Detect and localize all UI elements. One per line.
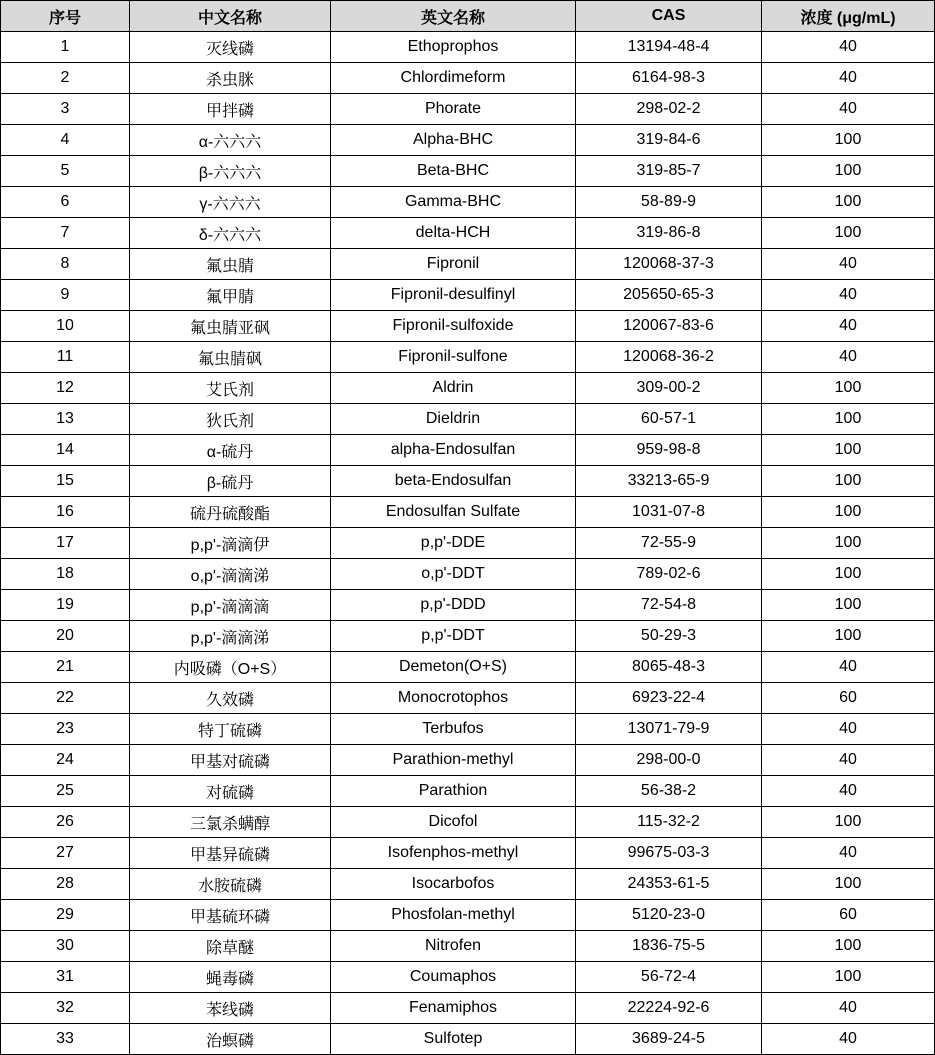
cell-concentration: 60 bbox=[762, 683, 935, 714]
cell-cas: 205650-65-3 bbox=[576, 280, 762, 311]
cell-english-name: p,p'-DDE bbox=[331, 528, 576, 559]
cell-index: 9 bbox=[1, 280, 130, 311]
cell-index: 27 bbox=[1, 838, 130, 869]
table-row bbox=[1, 590, 935, 621]
cell-index: 21 bbox=[1, 652, 130, 683]
cell-english-name: Demeton(O+S) bbox=[331, 652, 576, 683]
cell-cas: 1836-75-5 bbox=[576, 931, 762, 962]
cell-concentration: 100 bbox=[762, 559, 935, 590]
cell-english-name: Dieldrin bbox=[331, 404, 576, 435]
table-body bbox=[1, 32, 935, 1055]
cell-index: 6 bbox=[1, 187, 130, 218]
cell-english-name: Phosfolan-methyl bbox=[331, 900, 576, 931]
cell-chinese-name: α-硫丹 bbox=[130, 435, 331, 466]
cell-english-name: Fenamiphos bbox=[331, 993, 576, 1024]
cell-cas: 120067-83-6 bbox=[576, 311, 762, 342]
table-row bbox=[1, 63, 935, 94]
cell-cas: 319-86-8 bbox=[576, 218, 762, 249]
cell-concentration: 40 bbox=[762, 311, 935, 342]
cell-concentration: 100 bbox=[762, 497, 935, 528]
cell-index: 10 bbox=[1, 311, 130, 342]
cell-concentration: 40 bbox=[762, 714, 935, 745]
cell-index: 25 bbox=[1, 776, 130, 807]
cell-index: 5 bbox=[1, 156, 130, 187]
cell-concentration: 40 bbox=[762, 838, 935, 869]
cell-index: 7 bbox=[1, 218, 130, 249]
cell-chinese-name: 治螟磷 bbox=[130, 1024, 331, 1055]
cell-cas: 72-55-9 bbox=[576, 528, 762, 559]
cell-english-name: Isocarbofos bbox=[331, 869, 576, 900]
cell-cas: 789-02-6 bbox=[576, 559, 762, 590]
cell-chinese-name: 灭线磷 bbox=[130, 32, 331, 63]
cell-index: 16 bbox=[1, 497, 130, 528]
cell-chinese-name: 除草醚 bbox=[130, 931, 331, 962]
table-row bbox=[1, 621, 935, 652]
cell-index: 3 bbox=[1, 94, 130, 125]
header-cas: CAS bbox=[576, 1, 762, 32]
cell-english-name: o,p'-DDT bbox=[331, 559, 576, 590]
cell-index: 13 bbox=[1, 404, 130, 435]
cell-cas: 6164-98-3 bbox=[576, 63, 762, 94]
table-row bbox=[1, 404, 935, 435]
cell-cas: 13071-79-9 bbox=[576, 714, 762, 745]
cell-cas: 319-84-6 bbox=[576, 125, 762, 156]
cell-cas: 58-89-9 bbox=[576, 187, 762, 218]
table-row bbox=[1, 466, 935, 497]
cell-index: 30 bbox=[1, 931, 130, 962]
cell-index: 33 bbox=[1, 1024, 130, 1055]
cell-chinese-name: β-六六六 bbox=[130, 156, 331, 187]
cell-english-name: Gamma-BHC bbox=[331, 187, 576, 218]
cell-english-name: Endosulfan Sulfate bbox=[331, 497, 576, 528]
cell-english-name: Fipronil-sulfoxide bbox=[331, 311, 576, 342]
cell-cas: 99675-03-3 bbox=[576, 838, 762, 869]
cell-index: 32 bbox=[1, 993, 130, 1024]
cell-concentration: 100 bbox=[762, 404, 935, 435]
header-concentration: 浓度 (μg/mL) bbox=[762, 1, 935, 32]
cell-concentration: 60 bbox=[762, 900, 935, 931]
cell-english-name: Isofenphos-methyl bbox=[331, 838, 576, 869]
table-row bbox=[1, 931, 935, 962]
cell-english-name: Beta-BHC bbox=[331, 156, 576, 187]
cell-english-name: Phorate bbox=[331, 94, 576, 125]
table-header bbox=[1, 1, 935, 32]
cell-english-name: Monocrotophos bbox=[331, 683, 576, 714]
table-row bbox=[1, 1024, 935, 1055]
cell-concentration: 40 bbox=[762, 280, 935, 311]
cell-chinese-name: 氟甲腈 bbox=[130, 280, 331, 311]
cell-concentration: 100 bbox=[762, 373, 935, 404]
table-row bbox=[1, 156, 935, 187]
cell-english-name: Fipronil-desulfinyl bbox=[331, 280, 576, 311]
cell-index: 19 bbox=[1, 590, 130, 621]
cell-english-name: Nitrofen bbox=[331, 931, 576, 962]
cell-chinese-name: β-硫丹 bbox=[130, 466, 331, 497]
cell-cas: 120068-36-2 bbox=[576, 342, 762, 373]
cell-cas: 24353-61-5 bbox=[576, 869, 762, 900]
cell-english-name: Aldrin bbox=[331, 373, 576, 404]
table-row bbox=[1, 311, 935, 342]
cell-concentration: 100 bbox=[762, 590, 935, 621]
cell-index: 20 bbox=[1, 621, 130, 652]
table-row bbox=[1, 776, 935, 807]
cell-index: 11 bbox=[1, 342, 130, 373]
cell-chinese-name: 水胺硫磷 bbox=[130, 869, 331, 900]
cell-concentration: 40 bbox=[762, 342, 935, 373]
cell-concentration: 100 bbox=[762, 807, 935, 838]
cell-chinese-name: p,p'-滴滴滴 bbox=[130, 590, 331, 621]
cell-concentration: 100 bbox=[762, 869, 935, 900]
cell-concentration: 40 bbox=[762, 993, 935, 1024]
cell-chinese-name: 甲基硫环磷 bbox=[130, 900, 331, 931]
cell-cas: 309-00-2 bbox=[576, 373, 762, 404]
cell-cas: 1031-07-8 bbox=[576, 497, 762, 528]
cell-english-name: p,p'-DDT bbox=[331, 621, 576, 652]
cell-cas: 319-85-7 bbox=[576, 156, 762, 187]
cell-index: 24 bbox=[1, 745, 130, 776]
cell-concentration: 100 bbox=[762, 435, 935, 466]
cell-index: 2 bbox=[1, 63, 130, 94]
cell-chinese-name: 硫丹硫酸酯 bbox=[130, 497, 331, 528]
table-row bbox=[1, 187, 935, 218]
cell-index: 26 bbox=[1, 807, 130, 838]
cell-chinese-name: 特丁硫磷 bbox=[130, 714, 331, 745]
table-row bbox=[1, 652, 935, 683]
cell-cas: 298-00-0 bbox=[576, 745, 762, 776]
cell-cas: 8065-48-3 bbox=[576, 652, 762, 683]
cell-chinese-name: δ-六六六 bbox=[130, 218, 331, 249]
cell-chinese-name: 甲基对硫磷 bbox=[130, 745, 331, 776]
cell-cas: 959-98-8 bbox=[576, 435, 762, 466]
header-row bbox=[1, 1, 935, 32]
table-row bbox=[1, 993, 935, 1024]
cell-english-name: p,p'-DDD bbox=[331, 590, 576, 621]
cell-cas: 120068-37-3 bbox=[576, 249, 762, 280]
cell-chinese-name: 久效磷 bbox=[130, 683, 331, 714]
cell-index: 17 bbox=[1, 528, 130, 559]
cell-chinese-name: 内吸磷（O+S） bbox=[130, 652, 331, 683]
cell-index: 15 bbox=[1, 466, 130, 497]
cell-chinese-name: 杀虫脒 bbox=[130, 63, 331, 94]
cell-english-name: Alpha-BHC bbox=[331, 125, 576, 156]
cell-chinese-name: 蝇毒磷 bbox=[130, 962, 331, 993]
cell-english-name: Parathion-methyl bbox=[331, 745, 576, 776]
cell-english-name: Chlordimeform bbox=[331, 63, 576, 94]
cell-english-name: Ethoprophos bbox=[331, 32, 576, 63]
cell-concentration: 100 bbox=[762, 621, 935, 652]
table-row bbox=[1, 838, 935, 869]
cell-english-name: Fipronil bbox=[331, 249, 576, 280]
cell-index: 23 bbox=[1, 714, 130, 745]
cell-concentration: 40 bbox=[762, 32, 935, 63]
cell-chinese-name: 氟虫腈亚砜 bbox=[130, 311, 331, 342]
cell-chinese-name: 甲拌磷 bbox=[130, 94, 331, 125]
cell-cas: 56-72-4 bbox=[576, 962, 762, 993]
cell-concentration: 100 bbox=[762, 125, 935, 156]
cell-chinese-name: 苯线磷 bbox=[130, 993, 331, 1024]
cell-index: 18 bbox=[1, 559, 130, 590]
cell-chinese-name: 三氯杀螨醇 bbox=[130, 807, 331, 838]
header-english-name: 英文名称 bbox=[331, 1, 576, 32]
cell-concentration: 100 bbox=[762, 187, 935, 218]
cell-concentration: 100 bbox=[762, 931, 935, 962]
cell-english-name: Coumaphos bbox=[331, 962, 576, 993]
table-row bbox=[1, 900, 935, 931]
table-row bbox=[1, 218, 935, 249]
cell-concentration: 100 bbox=[762, 962, 935, 993]
cell-chinese-name: 氟虫腈 bbox=[130, 249, 331, 280]
cell-index: 29 bbox=[1, 900, 130, 931]
table-row bbox=[1, 94, 935, 125]
cell-concentration: 40 bbox=[762, 1024, 935, 1055]
cell-cas: 72-54-8 bbox=[576, 590, 762, 621]
cell-cas: 6923-22-4 bbox=[576, 683, 762, 714]
table-row bbox=[1, 435, 935, 466]
cell-concentration: 40 bbox=[762, 776, 935, 807]
table-row bbox=[1, 683, 935, 714]
cell-index: 14 bbox=[1, 435, 130, 466]
cell-english-name: delta-HCH bbox=[331, 218, 576, 249]
cell-concentration: 40 bbox=[762, 249, 935, 280]
cell-cas: 13194-48-4 bbox=[576, 32, 762, 63]
table-row bbox=[1, 745, 935, 776]
cell-concentration: 100 bbox=[762, 466, 935, 497]
cell-index: 31 bbox=[1, 962, 130, 993]
header-chinese-name: 中文名称 bbox=[130, 1, 331, 32]
cell-index: 12 bbox=[1, 373, 130, 404]
cell-concentration: 40 bbox=[762, 94, 935, 125]
cell-cas: 3689-24-5 bbox=[576, 1024, 762, 1055]
cell-index: 8 bbox=[1, 249, 130, 280]
cell-concentration: 100 bbox=[762, 156, 935, 187]
header-index: 序号 bbox=[1, 1, 130, 32]
table-row bbox=[1, 528, 935, 559]
cell-chinese-name: 氟虫腈砜 bbox=[130, 342, 331, 373]
table-row bbox=[1, 962, 935, 993]
cell-english-name: Parathion bbox=[331, 776, 576, 807]
cell-chinese-name: γ-六六六 bbox=[130, 187, 331, 218]
cell-chinese-name: 甲基异硫磷 bbox=[130, 838, 331, 869]
cell-chinese-name: 狄氏剂 bbox=[130, 404, 331, 435]
cell-english-name: Dicofol bbox=[331, 807, 576, 838]
cell-cas: 33213-65-9 bbox=[576, 466, 762, 497]
cell-cas: 50-29-3 bbox=[576, 621, 762, 652]
cell-cas: 56-38-2 bbox=[576, 776, 762, 807]
table-row bbox=[1, 249, 935, 280]
table-row bbox=[1, 342, 935, 373]
table-row bbox=[1, 714, 935, 745]
cell-cas: 298-02-2 bbox=[576, 94, 762, 125]
table-row bbox=[1, 497, 935, 528]
cell-index: 4 bbox=[1, 125, 130, 156]
cell-index: 22 bbox=[1, 683, 130, 714]
cell-index: 28 bbox=[1, 869, 130, 900]
cell-cas: 60-57-1 bbox=[576, 404, 762, 435]
cell-cas: 22224-92-6 bbox=[576, 993, 762, 1024]
cell-english-name: Fipronil-sulfone bbox=[331, 342, 576, 373]
cell-chinese-name: 艾氏剂 bbox=[130, 373, 331, 404]
cell-chinese-name: α-六六六 bbox=[130, 125, 331, 156]
table-row bbox=[1, 125, 935, 156]
table-row bbox=[1, 559, 935, 590]
cell-chinese-name: o,p'-滴滴涕 bbox=[130, 559, 331, 590]
cell-english-name: Sulfotep bbox=[331, 1024, 576, 1055]
cell-chinese-name: p,p'-滴滴涕 bbox=[130, 621, 331, 652]
cell-english-name: beta-Endosulfan bbox=[331, 466, 576, 497]
cell-concentration: 100 bbox=[762, 528, 935, 559]
cell-concentration: 100 bbox=[762, 218, 935, 249]
table-row bbox=[1, 869, 935, 900]
cell-english-name: Terbufos bbox=[331, 714, 576, 745]
cell-cas: 5120-23-0 bbox=[576, 900, 762, 931]
cell-concentration: 40 bbox=[762, 745, 935, 776]
table-row bbox=[1, 32, 935, 63]
cell-cas: 115-32-2 bbox=[576, 807, 762, 838]
cell-chinese-name: 对硫磷 bbox=[130, 776, 331, 807]
cell-chinese-name: p,p'-滴滴伊 bbox=[130, 528, 331, 559]
table-row bbox=[1, 373, 935, 404]
cell-english-name: alpha-Endosulfan bbox=[331, 435, 576, 466]
cell-concentration: 40 bbox=[762, 63, 935, 94]
cell-concentration: 40 bbox=[762, 652, 935, 683]
table-row bbox=[1, 280, 935, 311]
cell-index: 1 bbox=[1, 32, 130, 63]
table-row bbox=[1, 807, 935, 838]
